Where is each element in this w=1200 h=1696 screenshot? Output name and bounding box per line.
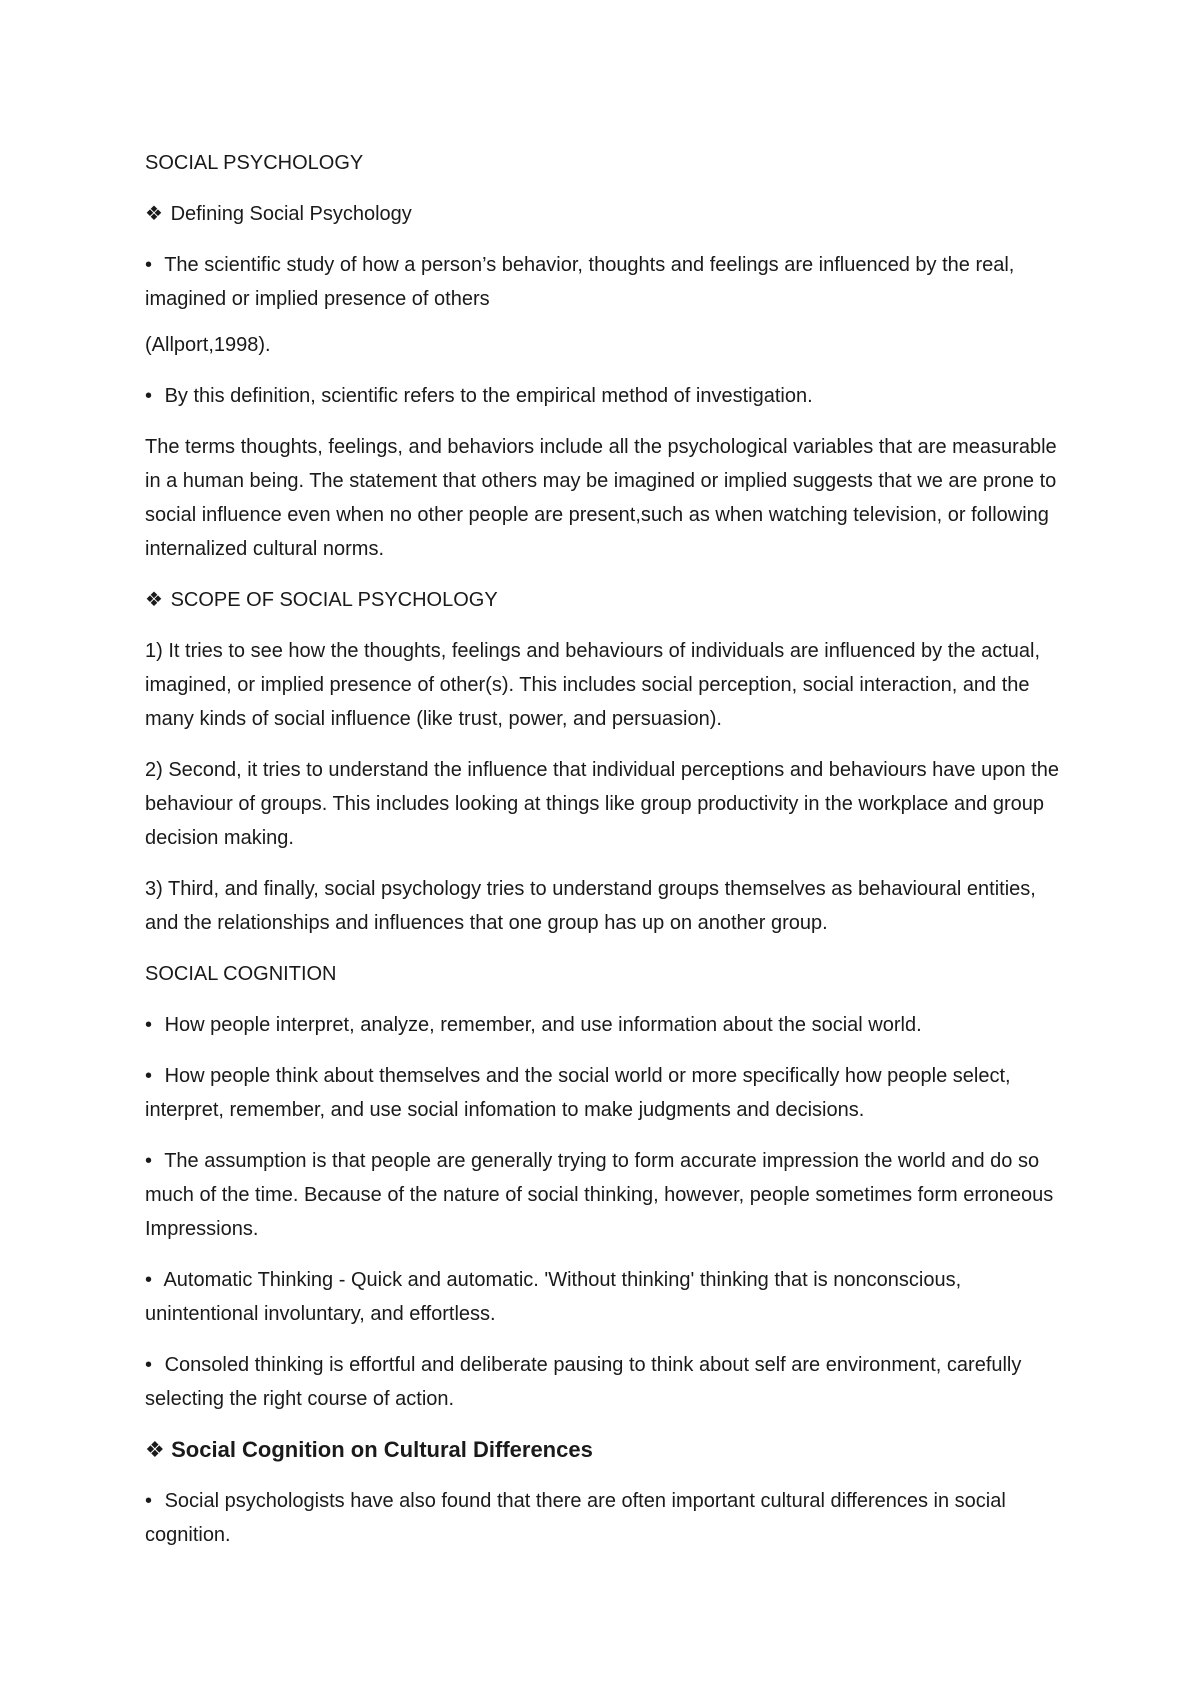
bullet-icon: • <box>145 1490 153 1512</box>
numbered-item: 1) It tries to see how the thoughts, feelings and behaviours of individuals are influenced by the actual, imagined, or implied presence of other(s). This includes social perception, social interaction, and the many kinds of social influence (like trust, power, and persuasion). <box>145 640 1040 730</box>
bullet-icon: • <box>145 254 153 276</box>
bullet-text: Consoled thinking is effortful and deliberate pausing to think about self are environment, carefully selecting the right course of action. <box>145 1354 1022 1410</box>
numbered-item: 2) Second, it tries to understand the influence that individual perceptions and behaviours have upon the behaviour of groups. This includes looking at things like group productivity in the workplace and group decision making. <box>145 759 1059 849</box>
bullet-icon: • <box>145 1354 153 1376</box>
heading-text: Defining Social Psychology <box>170 203 412 225</box>
bullet-text: Social psychologists have also found that there are often important cultural differences in social cognition. <box>145 1490 1006 1546</box>
section-heading-defining <box>145 197 1065 231</box>
bullet-text: The scientific study of how a person’s behavior, thoughts and feelings are influenced by the real, imagined or implied presence of others <box>145 254 1015 310</box>
document-title: SOCIAL PSYCHOLOGY <box>145 152 364 174</box>
citation: (Allport,1998). <box>145 334 271 356</box>
section-heading-cultural <box>145 1433 1065 1467</box>
bullet-icon: • <box>145 385 153 407</box>
diamond-bullet-icon: ❖ <box>145 589 163 611</box>
bullet-text: Automatic Thinking - Quick and automatic. 'Without thinking' thinking that is nonconscious, unintentional involuntary, and effortless. <box>145 1269 962 1325</box>
bullet-item <box>145 1263 1065 1331</box>
diamond-bullet-icon: ❖ <box>145 1437 165 1462</box>
document-content <box>145 146 1065 1569</box>
bullet-icon: • <box>145 1014 153 1036</box>
bullet-item <box>145 1348 1065 1416</box>
bullet-text: How people think about themselves and the social world or more specifically how people select, interpret, remember, and use social infomation to make judgments and decisions. <box>145 1065 1011 1121</box>
bullet-item <box>145 1144 1065 1246</box>
section-heading-cognition: SOCIAL COGNITION <box>145 963 337 985</box>
body-paragraph: The terms thoughts, feelings, and behaviors include all the psychological variables that are measurable in a human being. The statement that others may be imagined or implied suggests that we are prone to social influence even when no other people are present,such as when watching television, or following internalized cultural norms. <box>145 436 1057 560</box>
bullet-text: How people interpret, analyze, remember, and use information about the social world. <box>164 1014 922 1036</box>
bullet-item <box>145 1484 1065 1552</box>
bullet-item <box>145 1059 1065 1127</box>
bullet-icon: • <box>145 1150 153 1172</box>
bullet-text: The assumption is that people are generally trying to form accurate impression the world and do so much of the time. Because of the nature of social thinking, however, people sometimes form erroneous Impressions. <box>145 1150 1054 1240</box>
diamond-bullet-icon: ❖ <box>145 203 163 225</box>
heading-text: Social Cognition on Cultural Differences <box>171 1437 593 1462</box>
bullet-icon: • <box>145 1269 153 1291</box>
section-heading-scope <box>145 583 1065 617</box>
bullet-item <box>145 248 1065 316</box>
heading-text: SCOPE OF SOCIAL PSYCHOLOGY <box>170 589 498 611</box>
bullet-icon: • <box>145 1065 153 1087</box>
bullet-item <box>145 379 1065 413</box>
bullet-text: By this definition, scientific refers to the empirical method of investigation. <box>164 385 813 407</box>
numbered-item: 3) Third, and finally, social psychology tries to understand groups themselves as behavioural entities, and the relationships and influences that one group has up on another group. <box>145 878 1036 934</box>
bullet-item <box>145 1008 1065 1042</box>
